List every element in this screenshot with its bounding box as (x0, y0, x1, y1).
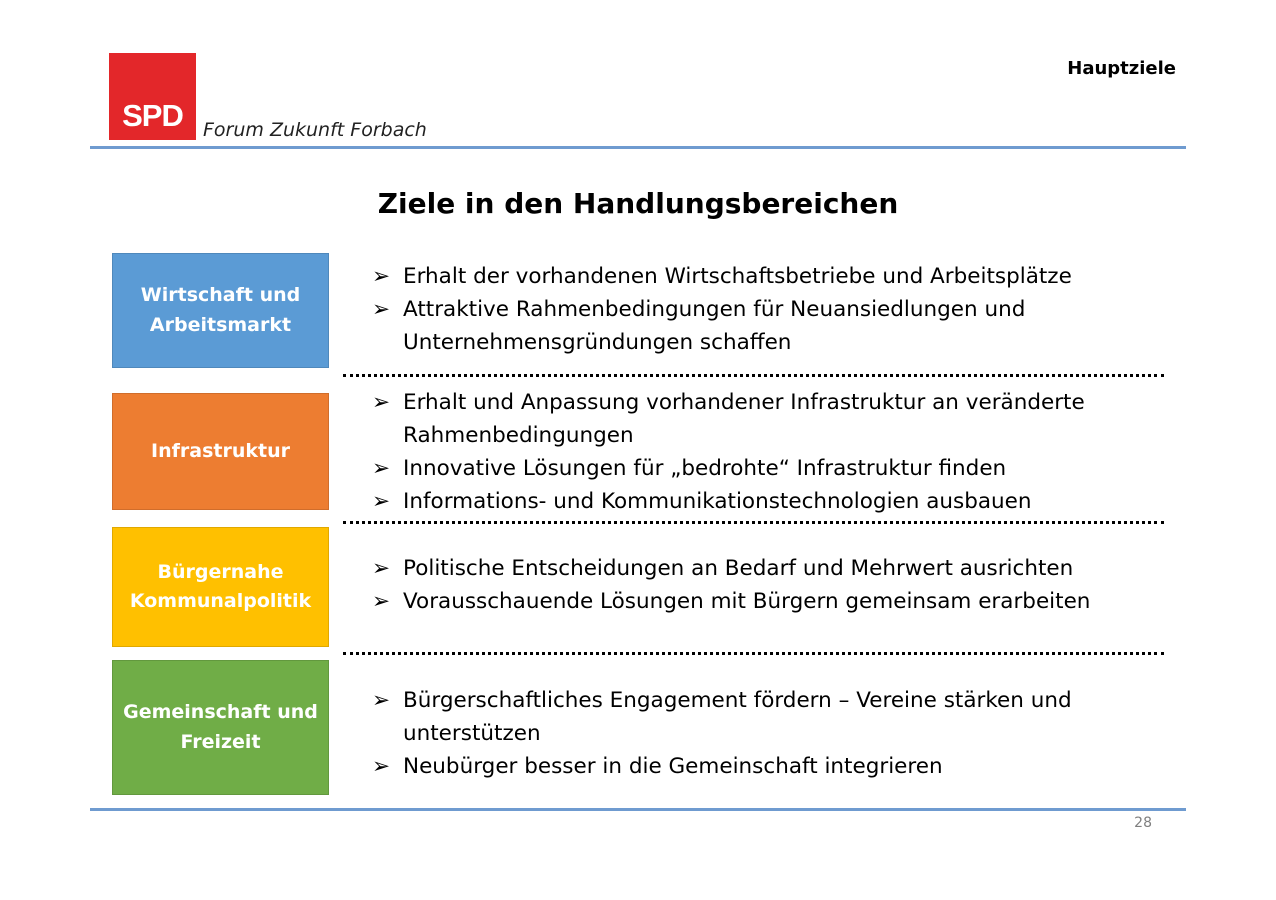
goal-list-gemeinschaft (372, 684, 1072, 783)
header-subtitle: Forum Zukunft Forbach (203, 119, 427, 141)
bullet-arrow-icon: ➢ (372, 556, 391, 581)
logo-text: SPD (122, 98, 183, 133)
goal-item-continuation: Unternehmensgründungen schaffen (403, 330, 792, 355)
area-box-kommunalpolitik (112, 527, 329, 647)
goal-item: ➢ Erhalt der vorhandenen Wirtschaftsbetriebe und Arbeitsplätze (372, 260, 1072, 293)
bullet-arrow-icon: ➢ (372, 589, 391, 614)
bullet-arrow-icon: ➢ (372, 688, 391, 713)
area-box-gemeinschaft (112, 660, 329, 795)
goal-item: ➢ Innovative Lösungen für „bedrohte“ Infrastruktur finden (372, 452, 1085, 485)
goal-item-continuation: unterstützen (403, 721, 541, 746)
area-label-line: Infrastruktur (151, 439, 290, 462)
page-number: 28 (1134, 815, 1152, 831)
area-label-line: Gemeinschaft und (123, 701, 318, 724)
goal-item: ➢ Neubürger besser in die Gemeinschaft integrieren (372, 750, 1072, 783)
bullet-arrow-icon: ➢ (372, 754, 391, 779)
goal-item: ➢ Informations- und Kommunikationstechnologien ausbauen (372, 485, 1085, 518)
spd-logo (109, 53, 196, 140)
goal-item: ➢ Politische Entscheidungen an Bedarf und Mehrwert ausrichten (372, 552, 1090, 585)
separator-dotted (343, 521, 1164, 524)
goal-list-infrastruktur (372, 386, 1085, 518)
bullet-arrow-icon: ➢ (372, 456, 391, 481)
goal-list-wirtschaft (372, 260, 1072, 359)
area-label-line: Freizeit (180, 730, 261, 753)
bullet-arrow-icon: ➢ (372, 297, 391, 322)
goal-list-kommunalpolitik (372, 552, 1090, 618)
area-label-line: Wirtschaft und (140, 284, 301, 307)
area-label-line: Bürgernahe (157, 560, 284, 583)
separator-dotted (343, 652, 1164, 655)
bullet-arrow-icon: ➢ (372, 489, 391, 514)
footer-rule (90, 808, 1186, 811)
area-box-wirtschaft (112, 253, 329, 368)
area-label-line: Kommunalpolitik (129, 590, 312, 612)
bullet-arrow-icon: ➢ (372, 390, 391, 415)
separator-dotted (343, 374, 1164, 377)
area-box-infrastruktur (112, 393, 329, 510)
goal-item: ➢ Vorausschauende Lösungen mit Bürgern gemeinsam erarbeiten (372, 585, 1090, 618)
goal-item: ➢ Bürgerschaftliches Engagement fördern – Vereine stärken und (372, 684, 1072, 717)
goal-item: ➢ Attraktive Rahmenbedingungen für Neuansiedlungen und (372, 293, 1072, 326)
goal-item: ➢ Erhalt und Anpassung vorhandener Infrastruktur an veränderte (372, 386, 1085, 419)
header-rule (90, 146, 1186, 149)
section-title: Hauptziele (1067, 58, 1176, 79)
area-label-line: Arbeitsmarkt (149, 313, 292, 336)
page-title: Ziele in den Handlungsbereichen (377, 187, 899, 220)
goal-item-continuation: Rahmenbedingungen (403, 423, 634, 448)
bullet-arrow-icon: ➢ (372, 264, 391, 289)
